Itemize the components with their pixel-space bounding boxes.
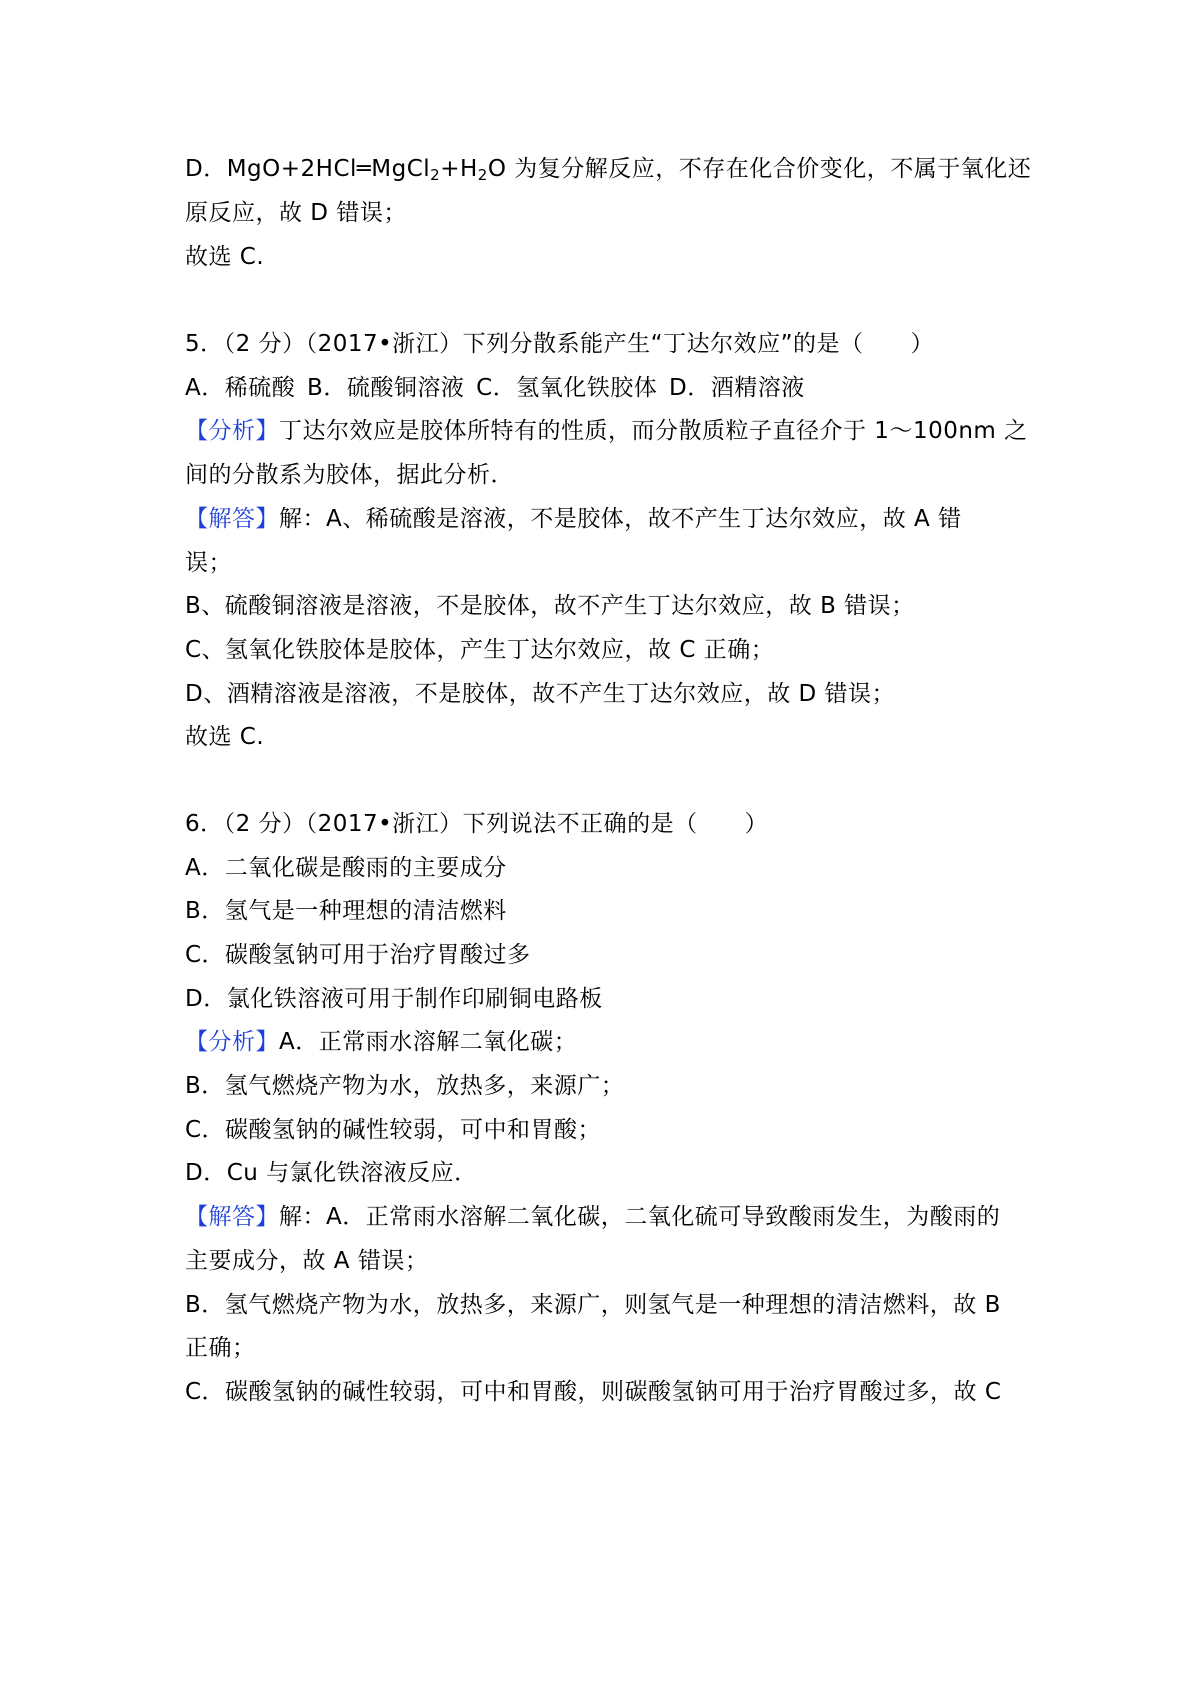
prev-answer-line-d-cont: 原反应，故 D 错误； (185, 200, 407, 226)
q6-option-d: D．氯化铁溶液可用于制作印刷铜电路板 (185, 986, 603, 1012)
q5-analysis-line-2: 间的分散系为胶体，据此分析． (185, 462, 514, 488)
prev-answer-line-d: D．$MgO+2HCl═MgCl_2+H_2O$ 为复分解反应，不存在化合价变化，不属于氧化还 (185, 156, 1032, 184)
q6-option-c: C．碳酸氢钠可用于治疗胃酸过多 (185, 942, 531, 968)
answer-tag: 【解答】 (185, 506, 279, 532)
q6-analysis-line-a: 【分析】A．正常雨水溶解二氧化碳； (185, 1029, 578, 1055)
q6-analysis-line-d: D．Cu 与氯化铁溶液反应． (185, 1160, 478, 1186)
q6-analysis-line-c: C．碳酸氢钠的碱性较弱，可中和胃酸； (185, 1117, 602, 1143)
q6-analysis-line-b: B．氢气燃烧产物为水，放热多，来源广； (185, 1073, 625, 1099)
q5-answer-line-1: 【解答】解：A、稀硫酸是溶液，不是胶体，故不产生丁达尔效应，故 A 错 (185, 506, 962, 532)
answer-tag: 【解答】 (185, 1204, 279, 1230)
q6-answer-line-4: 正确； (185, 1335, 256, 1361)
q5-analysis-line-1: 【分析】丁达尔效应是胶体所特有的性质，而分散质粒子直径介于 1～100nm 之 (185, 418, 1028, 444)
q5-answer-line-5: D、酒精溶液是溶液，不是胶体，故不产生丁达尔效应，故 D 错误； (185, 681, 896, 707)
prev-answer-conclusion: 故选 C. (185, 244, 265, 270)
q5-conclusion: 故选 C. (185, 724, 265, 750)
q6-answer-line-5: C．碳酸氢钠的碱性较弱，可中和胃酸，则碳酸氢钠可用于治疗胃酸过多，故 C (185, 1379, 1002, 1405)
analysis-tag: 【分析】 (185, 1029, 279, 1055)
q5-answer-line-2: 误； (185, 550, 232, 576)
q5-options: A．稀硫酸 B．硫酸铜溶液 C．氢氧化铁胶体 D．酒精溶液 (185, 375, 805, 401)
q6-stem: 6．（2 分）（2017•浙江）下列说法不正确的是（ ） (185, 811, 769, 837)
q5-answer-line-4: C、氢氧化铁胶体是胶体，产生丁达尔效应，故 C 正确； (185, 637, 775, 663)
q6-answer-line-2: 主要成分，故 A 错误； (185, 1248, 429, 1274)
q6-answer-line-1: 【解答】解：A．正常雨水溶解二氧化碳，二氧化硫可导致酸雨发生，为酸雨的 (185, 1204, 1001, 1230)
q5-answer-line-3: B、硫酸铜溶液是溶液，不是胶体，故不产生丁达尔效应，故 B 错误； (185, 593, 915, 619)
analysis-tag: 【分析】 (185, 418, 279, 444)
q6-option-b: B．氢气是一种理想的清洁燃料 (185, 898, 507, 924)
q6-answer-line-3: B．氢气燃烧产物为水，放热多，来源广，则氢气是一种理想的清洁燃料，故 B (185, 1292, 1001, 1318)
q6-option-a: A．二氧化碳是酸雨的主要成分 (185, 855, 507, 881)
q5-stem: 5．（2 分）（2017•浙江）下列分散系能产生“丁达尔效应”的是（ ） (185, 331, 935, 357)
